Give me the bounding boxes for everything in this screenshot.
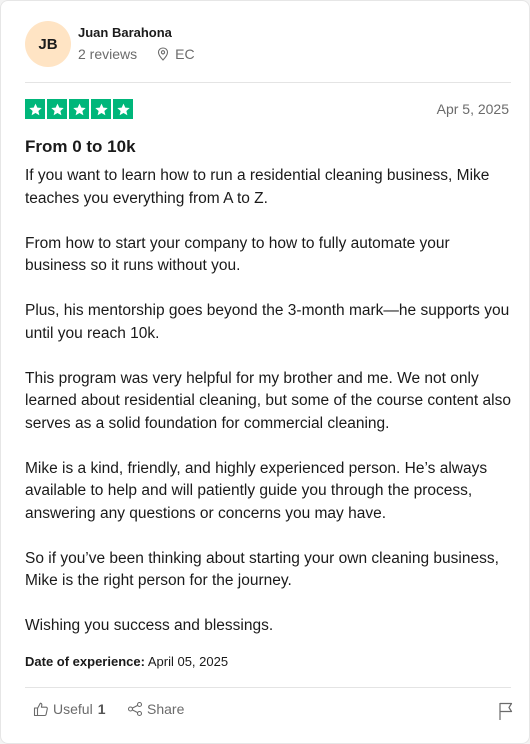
share-button[interactable] — [127, 701, 184, 717]
star-icon — [25, 99, 45, 119]
star-icon — [69, 99, 89, 119]
report-flag-button[interactable] — [497, 701, 515, 721]
review-date: Apr 5, 2025 — [436, 101, 509, 117]
review-paragraph: This program was very helpful for my brother and me. We not only learned about residential cleaning, but some of the course content also serves as a solid foundation for commercial cleaning. — [25, 369, 511, 432]
footer-divider — [25, 687, 511, 688]
share-label: Share — [147, 701, 185, 717]
review-body — [25, 165, 511, 660]
review-paragraph: Wishing you success and blessings. — [25, 617, 274, 634]
useful-count: 1 — [97, 701, 106, 717]
reviewer-name[interactable]: Juan Barahona — [78, 25, 172, 40]
share-icon — [127, 701, 143, 717]
review-title: From 0 to 10k — [25, 137, 136, 156]
reviewer-meta — [78, 46, 195, 62]
review-paragraph: Mike is a kind, friendly, and highly experienced person. He’s always available to help and will patiently guide you through the process, answering any questions or concerns you may have. — [25, 459, 488, 522]
reviewer-header — [25, 21, 515, 69]
useful-button[interactable] — [33, 701, 105, 717]
useful-label: Useful — [53, 701, 93, 717]
review-paragraph: From how to start your company to how to fully automate your business so it runs without you. — [25, 234, 450, 274]
avatar[interactable]: JB — [25, 21, 71, 67]
experience-label: Date of experience: — [25, 654, 145, 669]
review-actions — [25, 701, 515, 727]
header-divider — [25, 82, 511, 83]
experience-date: April 05, 2025 — [147, 654, 229, 669]
star-icon — [47, 99, 67, 119]
star-icon — [113, 99, 133, 119]
date-of-experience — [25, 654, 228, 669]
location-pin-icon — [157, 47, 169, 61]
thumbs-up-icon — [33, 701, 49, 717]
review-count: 2 reviews — [78, 46, 138, 62]
reviewer-country: EC — [175, 46, 195, 62]
review-paragraph: If you want to learn how to run a residential cleaning business, Mike teaches you everything from A to Z. — [25, 167, 490, 207]
review-paragraph: Plus, his mentorship goes beyond the 3-month mark—he supports you until you reach 10k. — [25, 302, 510, 342]
star-rating — [25, 99, 133, 119]
flag-icon — [497, 701, 515, 721]
star-icon — [91, 99, 111, 119]
review-paragraph: So if you’ve been thinking about starting your own cleaning business, Mike is the right person for the journey. — [25, 549, 499, 589]
